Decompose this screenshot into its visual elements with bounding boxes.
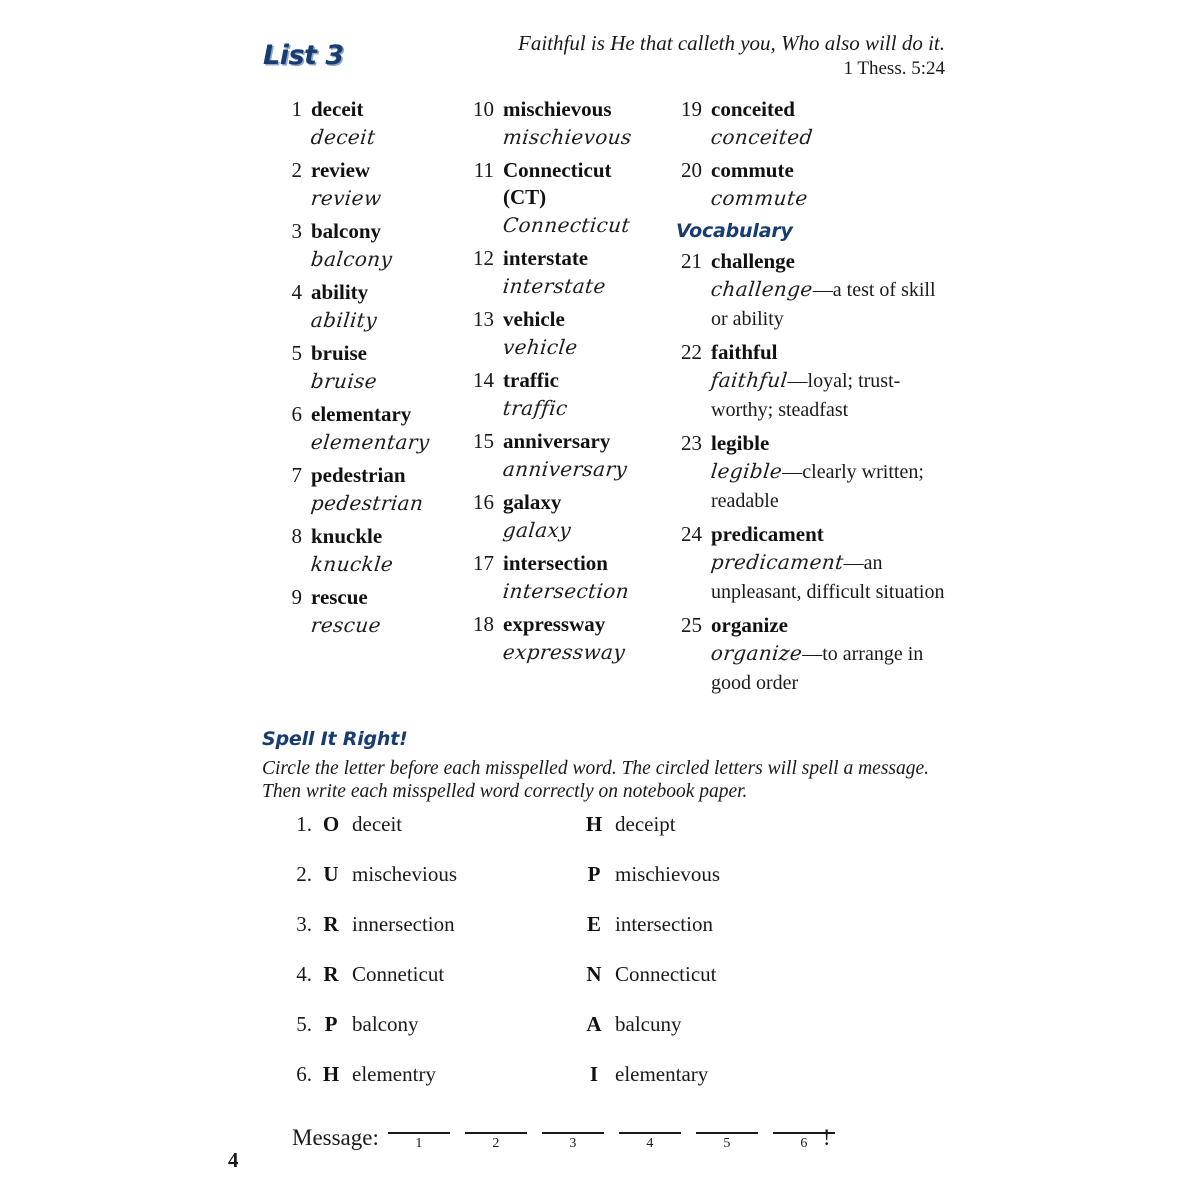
word-number: 8 [291,524,302,548]
exercise-right-word[interactable]: mischievous [615,862,720,886]
exercise-number: 5. [296,1012,312,1036]
verse-reference: 1 Thess. 5:24 [843,58,945,79]
word-number: 13 [473,307,494,331]
word-entry [286,218,476,273]
word-entry [468,550,673,605]
exercise-row [286,912,926,962]
word-entry [286,157,476,212]
word-printed: mischievous [503,97,612,121]
word-number: 24 [681,522,702,546]
word-printed: conceited [711,97,795,121]
exercise-left-letter[interactable]: R [323,962,339,986]
word-cursive: knuckle [309,552,395,576]
vocabulary-entry [676,339,956,424]
word-printed: bruise [311,341,368,365]
word-entry [468,96,673,151]
spell-it-right-heading: Spell It Right! [262,728,408,750]
word-cursive: review [309,186,383,210]
spell-it-right-instructions: Circle the letter before each misspelled word. The circled letters will spell a message. Then write each misspelled word correctly on notebook paper. [262,758,930,802]
word-printed: predicament [711,522,824,546]
exercise-left-word[interactable]: balcony [352,1012,419,1036]
word-entry [468,611,673,666]
word-number: 9 [291,585,302,609]
word-printed: intersection [503,551,608,575]
word-entry [286,584,476,639]
exercise-row [286,1012,926,1062]
word-number: 10 [473,97,494,121]
page-header [0,0,1200,90]
exercise-right-word[interactable]: balcuny [615,1012,682,1036]
word-cursive: legible [709,459,784,483]
word-list-column-3 [676,96,956,703]
message-blank[interactable] [542,1110,604,1153]
word-cursive: predicament [709,550,845,574]
word-printed: expressway [503,612,606,636]
word-printed: ability [311,280,369,304]
word-number: 19 [681,97,702,121]
blank-number: 5 [723,1136,731,1151]
word-cursive: elementary [309,430,431,454]
word-printed: knuckle [311,524,383,548]
exercise-right-letter[interactable]: P [587,862,601,886]
word-cursive: pedestrian [309,491,425,515]
word-printed: galaxy [503,490,562,514]
word-printed: deceit [311,97,364,121]
word-printed: vehicle [503,307,565,331]
word-cursive: interstate [501,274,608,298]
word-entry [468,306,673,361]
word-cursive: bruise [309,369,379,393]
vocabulary-entry [676,430,956,515]
word-printed: interstate [503,246,589,270]
word-number: 14 [473,368,494,392]
word-cursive: ability [309,308,379,332]
word-cursive: commute [709,186,809,210]
word-number: 18 [473,612,494,636]
exercise-row [286,1062,926,1112]
word-number: 3 [291,219,302,243]
page-number: 4 [228,1148,239,1172]
word-cursive: organize [709,641,804,665]
message-blank[interactable] [619,1110,681,1153]
word-number: 20 [681,158,702,182]
word-cursive: vehicle [501,335,579,359]
message-blanks [388,1110,835,1153]
word-number: 12 [473,246,494,270]
word-cursive: faithful [709,368,789,392]
word-entry [286,462,476,517]
word-entry [286,340,476,395]
message-blank[interactable] [465,1110,527,1153]
exercise-left-word[interactable]: innersection [352,912,455,936]
word-list-column-1 [286,96,476,645]
spell-it-right-section [262,728,962,803]
word-cursive: Connecticut [501,213,632,237]
word-entry [468,245,673,300]
word-entry [676,96,956,151]
exercise-row [286,862,926,912]
word-printed: elementary [311,402,412,426]
word-printed: Connecticut (CT) [503,158,612,209]
word-cursive: galaxy [501,518,573,542]
exercise-right-letter[interactable]: H [585,812,603,836]
word-printed: commute [711,158,794,182]
word-definition: —to arrange in good order [711,643,924,694]
exercise-left-letter[interactable]: H [322,1062,340,1086]
word-definition: —a test of skill or ability [711,279,936,330]
exercise-left-word[interactable]: Conneticut [352,962,445,986]
word-cursive: rescue [309,613,383,637]
exercise-left-letter[interactable]: U [323,862,339,886]
vocabulary-entry [676,612,956,697]
scripture-verse-block [440,30,945,81]
blank-number: 1 [415,1136,423,1151]
word-number: 1 [291,97,302,121]
word-number: 16 [473,490,494,514]
word-cursive: traffic [501,396,569,420]
exercise-right-letter[interactable]: E [586,912,601,936]
exercise-number: 3. [296,912,312,936]
exercise-right-word[interactable]: intersection [615,912,713,936]
word-printed: pedestrian [311,463,406,487]
word-cursive: expressway [501,640,627,664]
message-label: Message: [292,1125,379,1150]
word-printed: anniversary [503,429,611,453]
word-list-column-2 [468,96,673,672]
word-printed: faithful [711,340,778,364]
word-definition: —an unpleasant, difficult situation [711,552,945,603]
spelling-exercise-list [286,812,926,1112]
exercise-row [286,962,926,1012]
exercise-number: 4. [296,962,312,986]
message-answer-line [292,1110,831,1153]
word-number: 4 [291,280,302,304]
vocabulary-entry [676,248,956,333]
word-number: 6 [291,402,302,426]
word-number: 21 [681,249,702,273]
exercise-number: 1. [296,812,312,836]
message-blank[interactable] [696,1110,758,1153]
word-printed: rescue [311,585,368,609]
word-number: 5 [291,341,302,365]
verse-text: Faithful is He that calleth you, Who also will do it. [518,31,945,55]
exercise-right-letter[interactable]: A [586,1012,602,1036]
word-number: 2 [291,158,302,182]
word-cursive: deceit [309,125,377,149]
exercise-left-word[interactable]: elementry [352,1062,436,1086]
blank-number: 6 [800,1136,808,1151]
exercise-right-word[interactable]: Connecticut [615,962,717,986]
word-cursive: conceited [709,125,815,149]
blank-number: 3 [569,1136,577,1151]
message-blank[interactable] [388,1110,450,1153]
word-entry [468,489,673,544]
exercise-number: 6. [296,1062,312,1086]
vocabulary-heading: Vocabulary [676,220,793,242]
word-printed: traffic [503,368,559,392]
message-exclamation: ! [822,1125,831,1150]
blank-rule [542,1110,604,1134]
word-number: 11 [473,158,494,182]
word-cursive: intersection [501,579,631,603]
word-entry [286,279,476,334]
word-entry [468,157,673,239]
word-entry [286,523,476,578]
word-definition: —loyal; trust-worthy; steadfast [711,370,901,421]
vocabulary-entry [676,521,956,606]
exercise-left-letter[interactable]: P [324,1012,338,1036]
page-title: List 3 [263,40,344,71]
word-number: 17 [473,551,494,575]
blank-rule [388,1110,450,1134]
exercise-right-letter[interactable]: I [589,1062,599,1086]
word-entry [468,428,673,483]
exercise-right-letter[interactable]: N [586,962,602,986]
word-printed: review [311,158,371,182]
word-entry [468,367,673,422]
word-definition: —clearly written; readable [711,461,924,512]
word-number: 7 [291,463,302,487]
exercise-left-letter[interactable]: O [322,812,340,836]
exercise-left-word[interactable]: deceit [352,812,403,836]
exercise-number: 2. [296,862,312,886]
word-cursive: mischievous [501,125,634,149]
word-cursive: anniversary [501,457,629,481]
blank-rule [465,1110,527,1134]
word-cursive: balcony [309,247,394,271]
word-printed: organize [711,613,788,637]
blank-number: 2 [492,1136,500,1151]
exercise-row [286,812,926,862]
word-number: 23 [681,431,702,455]
exercise-left-word[interactable]: mischevious [352,862,457,886]
exercise-left-letter[interactable]: R [323,912,339,936]
blank-rule [696,1110,758,1134]
word-number: 25 [681,613,702,637]
word-printed: challenge [711,249,795,273]
word-entry [676,157,956,212]
word-number: 15 [473,429,494,453]
word-printed: legible [711,431,770,455]
exercise-right-word[interactable]: deceipt [615,812,676,836]
word-entry [286,96,476,151]
exercise-right-word[interactable]: elementary [615,1062,709,1086]
blank-rule [619,1110,681,1134]
word-cursive: challenge [709,277,815,301]
word-entry [286,401,476,456]
blank-number: 4 [646,1136,654,1151]
word-number: 22 [681,340,702,364]
word-printed: balcony [311,219,382,243]
